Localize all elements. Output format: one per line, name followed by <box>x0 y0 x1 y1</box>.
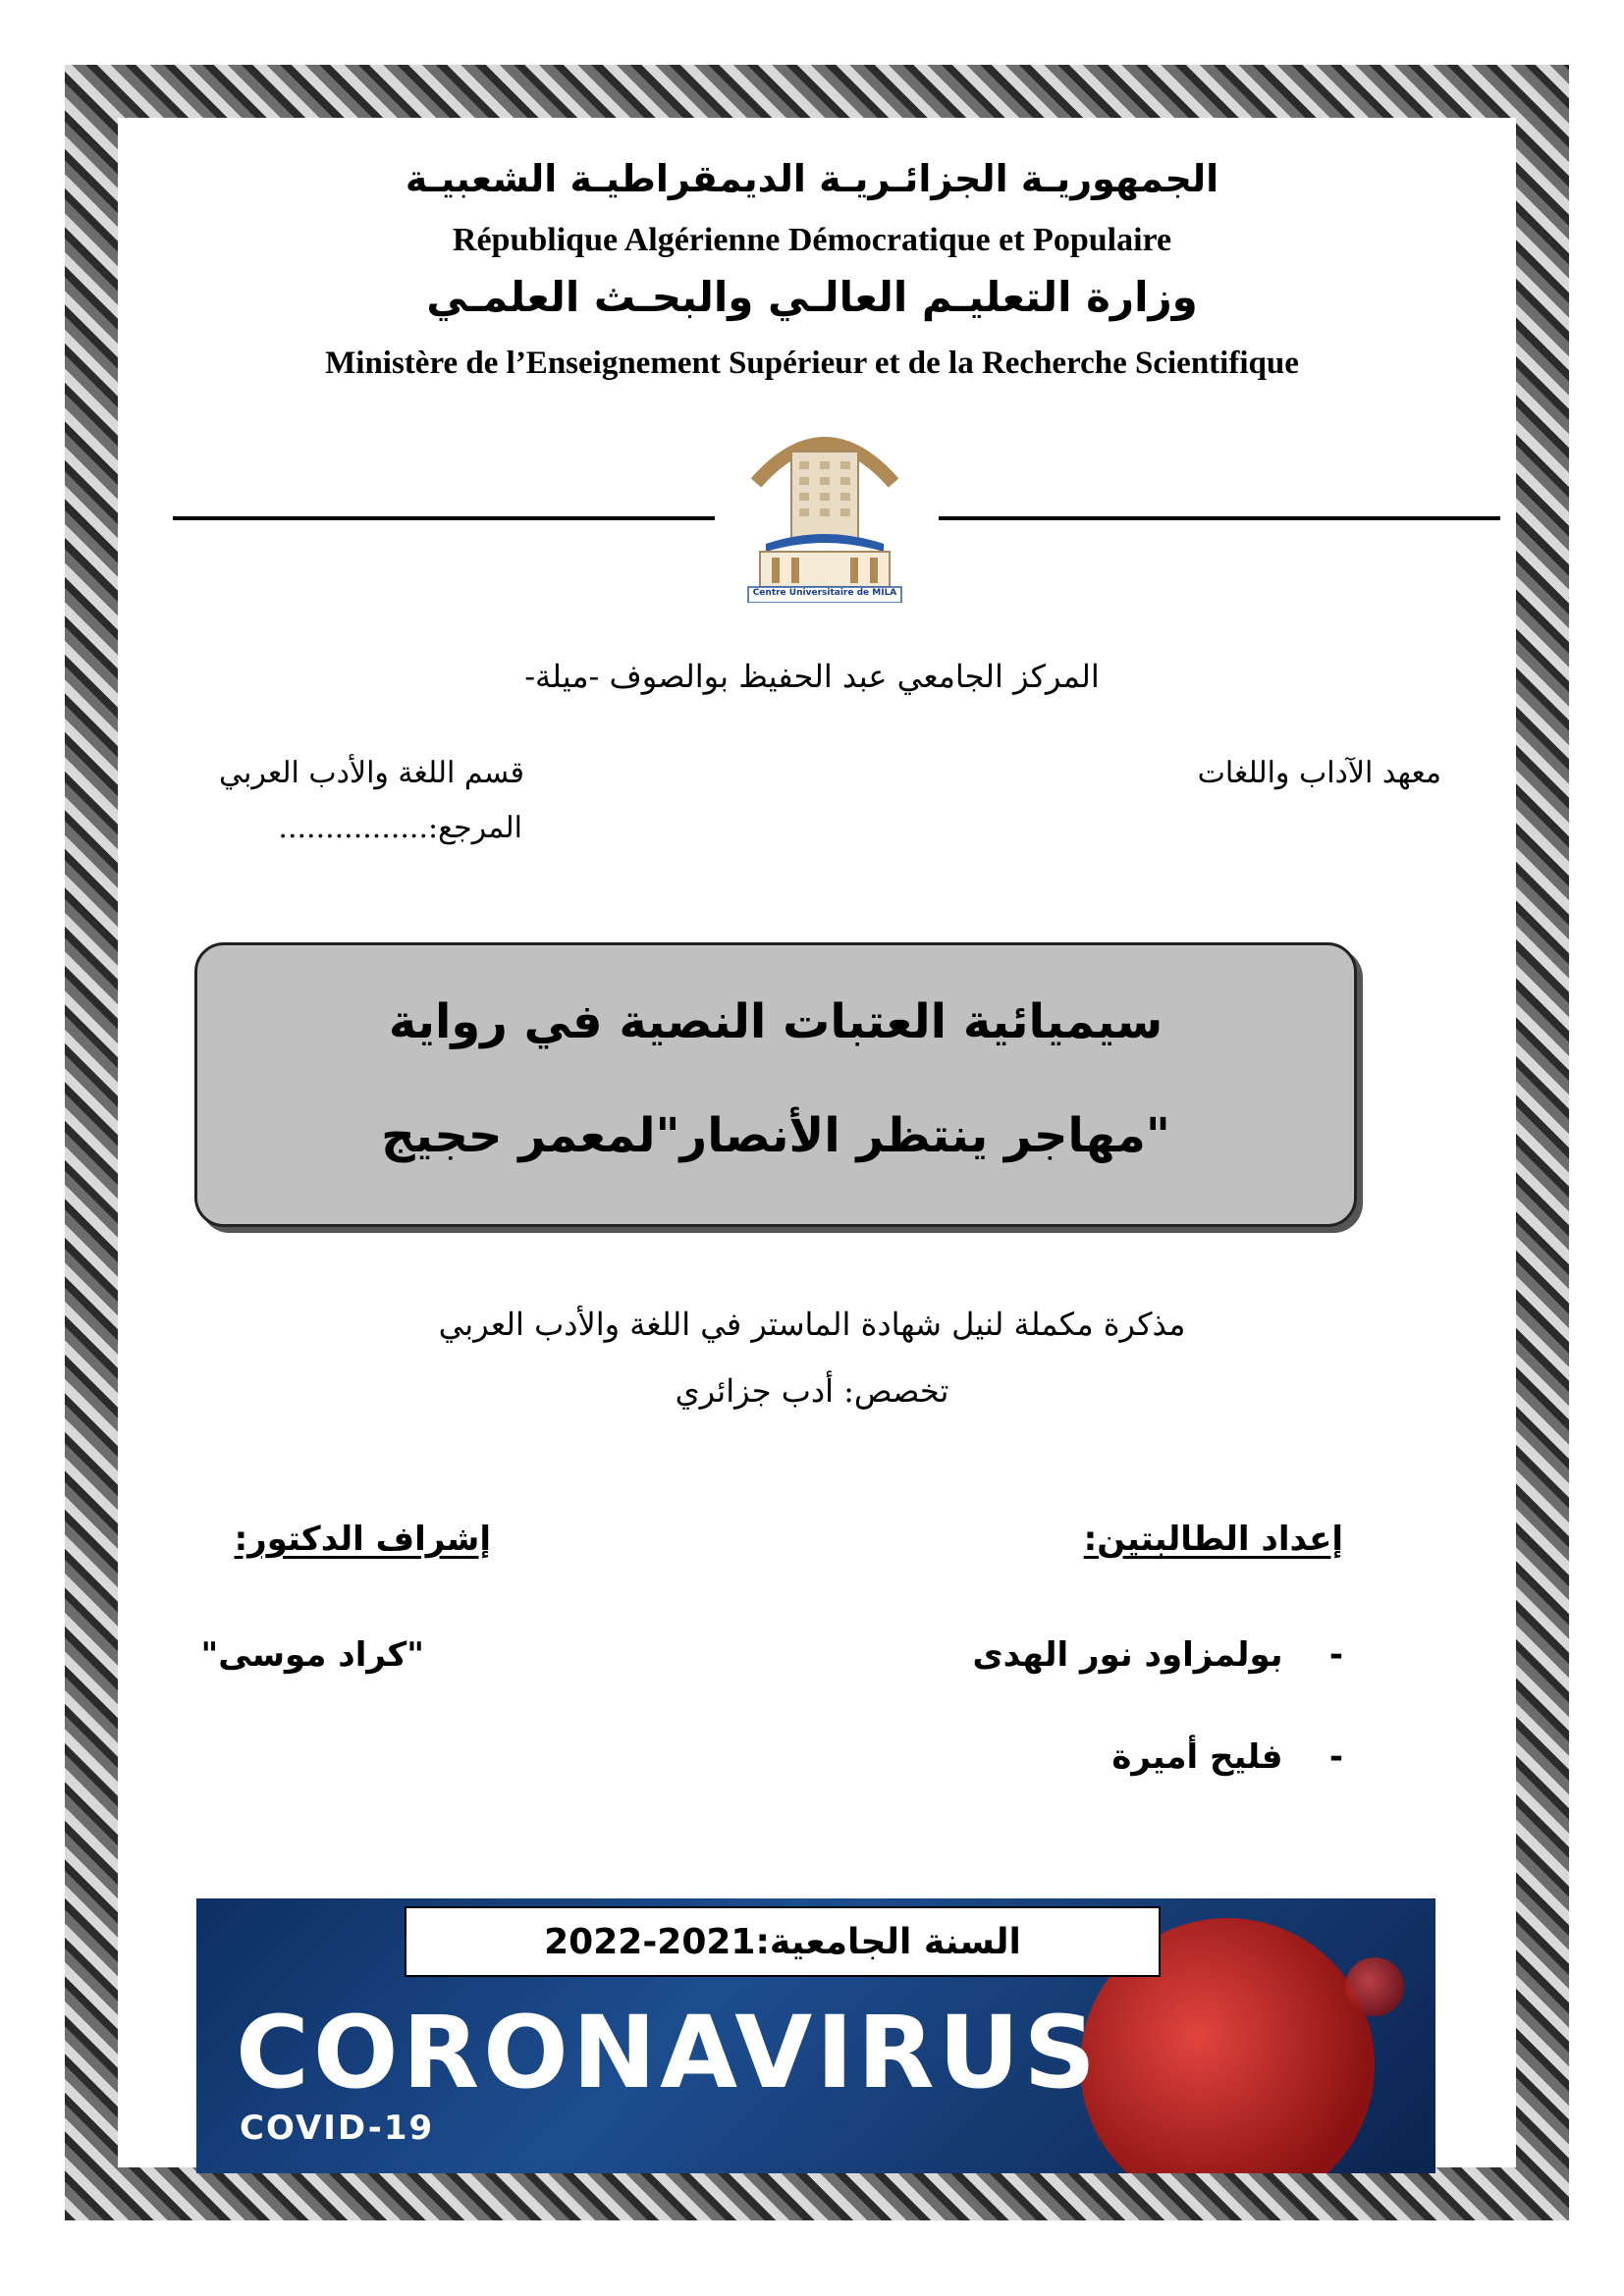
supervisor-label: إشراف الدكتور: <box>234 1520 491 1559</box>
list-dash: - <box>1282 1737 1343 1777</box>
republic-title-ar: الجمهوريـة الجزائـريـة الديمقراطيـة الشعبيـة <box>405 157 1219 200</box>
thesis-title-line2: "مهاجر ينتظر الأنصار"لمعمر حجيج <box>381 1108 1170 1163</box>
thesis-title-line1: سيميائية العتبات النصية في رواية <box>388 994 1164 1049</box>
coronavirus-banner <box>196 1898 1435 2173</box>
banner-headline: CORONAVIRUS <box>236 1995 1100 2111</box>
supervisor-name: "كراد موسى" <box>200 1635 424 1675</box>
reference-field: المرجع:................ <box>278 811 522 845</box>
header-rule-left <box>173 516 715 520</box>
header-rule-right <box>939 516 1500 520</box>
thesis-specialty: تخصص: أدب جزائري <box>675 1372 949 1410</box>
thesis-title-box <box>194 942 1357 1227</box>
student-item <box>973 1635 1344 1675</box>
academic-year: السنة الجامعية:2021-2022 <box>405 1906 1161 1977</box>
ministry-title-ar: وزارة التعليـم العالـي والبحـث العلمـي <box>426 273 1198 321</box>
ministry-title-fr: Ministère de l’Enseignement Supérieur et de la Recherche Scientifique <box>325 346 1299 381</box>
list-dash: - <box>1282 1635 1343 1675</box>
student-name: بولمزاود نور الهدى <box>972 1635 1283 1675</box>
university-center-name: المركز الجامعي عبد الحفيظ بوالصوف -ميلة- <box>524 658 1100 695</box>
students-label: إعداد الطالبتين: <box>1083 1520 1343 1559</box>
institute-name: معهد الآداب واللغات <box>1197 756 1441 790</box>
banner-subline: COVID-19 <box>240 2109 435 2148</box>
university-logo <box>746 414 903 603</box>
logo-caption: Centre Universitaire de MILA <box>752 588 897 598</box>
thesis-description: مذكرة مكملة لنيل شهادة الماستر في اللغة والأدب العربي <box>438 1306 1186 1343</box>
student-item <box>1111 1737 1343 1777</box>
department-name: قسم اللغة والأدب العربي <box>218 756 524 790</box>
republic-title-fr: République Algérienne Démocratique et Populaire <box>452 222 1172 258</box>
university-building-logo-icon <box>746 414 903 603</box>
student-name: فليح أميرة <box>1111 1737 1283 1777</box>
virus-icon <box>1345 1957 1404 2016</box>
